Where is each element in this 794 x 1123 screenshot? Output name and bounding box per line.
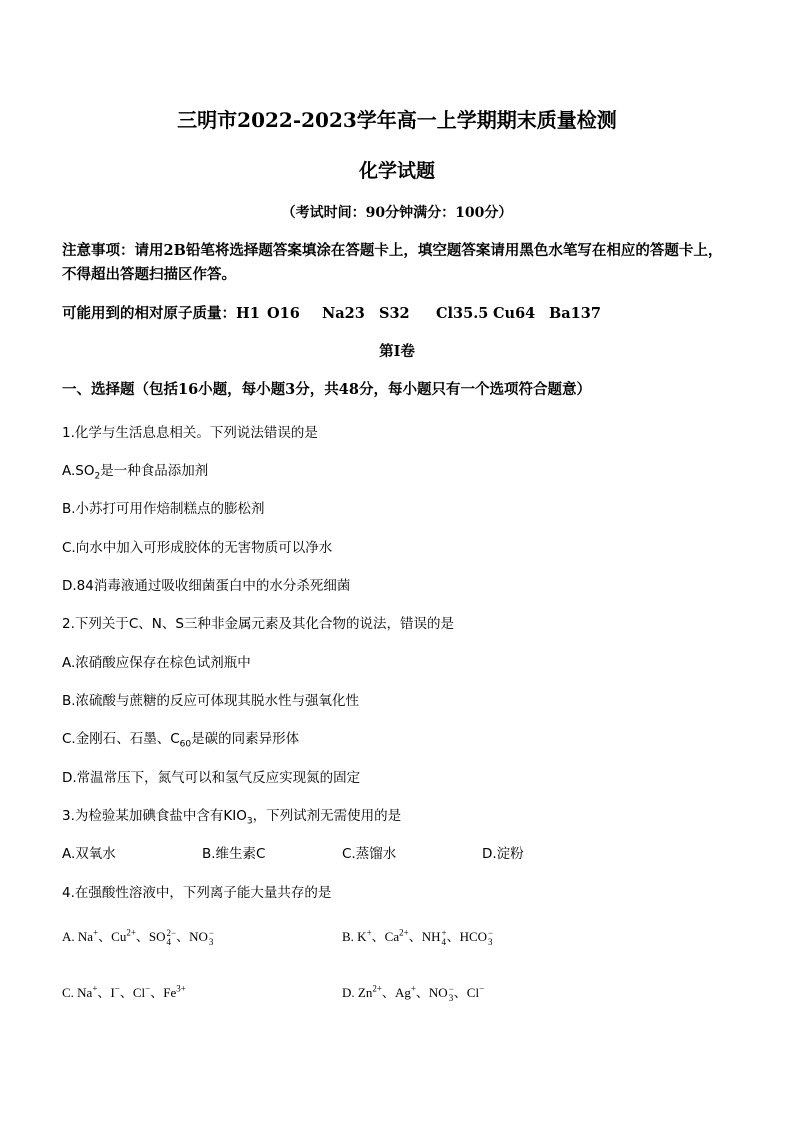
charge: − [479, 983, 485, 994]
ion: Cu [111, 929, 127, 944]
separator: 、 [446, 929, 460, 944]
separator: 、 [135, 929, 149, 944]
ion: Na [77, 929, 94, 944]
volume-title: 第I卷 [379, 343, 415, 360]
ion-scripts [488, 929, 493, 947]
separator: 、 [97, 985, 111, 1000]
atomic-mass-item: S32 [379, 305, 410, 322]
ion: Fe [163, 985, 177, 1000]
charge: + [441, 928, 447, 939]
question-3-stem [62, 804, 401, 827]
charge: − [488, 928, 494, 939]
separator: 、 [98, 929, 112, 944]
ion: HCO [459, 929, 488, 944]
charge: + [366, 927, 372, 938]
separator: 、 [371, 929, 385, 944]
exam-info: （考试时间：90分钟满分：100分） [281, 205, 513, 221]
option-text: 是碳的同素异形体 [191, 731, 300, 747]
ion: Ca [384, 929, 400, 944]
subscript: 60 [179, 739, 192, 750]
ion: Cl [132, 985, 146, 1000]
charge: − [114, 983, 120, 994]
ion: K [357, 929, 367, 944]
question-2-option-b: B.浓硫酸与蔗糖的反应可体现其脱水性与强氧化性 [62, 693, 360, 709]
question-1-option-c: C.向水中加入可形成胶体的无害物质可以净水 [62, 540, 333, 556]
subscript: 3 [488, 937, 493, 948]
question-3-option-a: A.双氧水 [62, 846, 116, 862]
question-4-stem: 4.在强酸性溶液中，下列离子能大量共存的是 [62, 885, 332, 901]
ion: Cl [466, 985, 480, 1000]
question-1-option-b: B.小苏打可用作焙制糕点的膨松剂 [62, 501, 265, 517]
separator: 、 [150, 985, 164, 1000]
atomic-mass-line [62, 302, 734, 326]
option-label: B. [342, 929, 358, 944]
question-4-option-b [342, 926, 493, 947]
question-4-option-a [62, 926, 214, 947]
atomic-mass-item: Na23 [322, 305, 365, 322]
question-2-option-a: A.浓硝酸应保存在棕色试剂瓶中 [62, 655, 251, 671]
question-3-option-d: D.淀粉 [482, 846, 524, 862]
subscript: 4 [441, 937, 446, 948]
atomic-mass-item: Cl35.5 [436, 305, 489, 322]
atomic-mass-label: 可能用到的相对原子质量： [62, 305, 236, 322]
subscript: 3 [208, 937, 214, 948]
subscript: 3 [246, 816, 253, 827]
question-4-option-d [342, 982, 484, 1003]
ion: Na [77, 985, 93, 1000]
atomic-mass-item: O16 [267, 305, 300, 322]
separator: 、 [408, 929, 422, 944]
stem-text: ，下列试剂无需使用的是 [252, 808, 402, 824]
charge: − [448, 984, 454, 995]
exam-notes: 注意事项：请用2B铅笔将选择题答案填涂在答题卡上，填空题答案请用黑色水笔写在相应的答题卡上，不得超出答题扫描区作答。 [62, 242, 723, 283]
subscript: 2 [94, 471, 101, 482]
ion: NH [421, 929, 441, 944]
option-text: C.金刚石、石墨、C [62, 731, 180, 747]
option-text: 是一种食品添加剂 [100, 463, 209, 479]
atomic-mass-item: H1 [236, 305, 260, 322]
question-2-option-c [62, 727, 299, 750]
atomic-mass-item: Ba137 [549, 305, 601, 322]
question-3-option-c: C.蒸馏水 [342, 846, 397, 862]
charge: − [145, 983, 151, 994]
charge: 2+ [399, 927, 409, 938]
separator: 、 [176, 929, 190, 944]
exam-title: 三明市2022-2023学年高一上学期期末质量检测 [177, 108, 617, 132]
question-2-option-d: D.常温常压下，氮气可以和氢气反应实现氮的固定 [62, 770, 361, 786]
question-1-option-d: D.84消毒液通过吸收细菌蛋白中的水分杀死细菌 [62, 578, 351, 594]
charge: + [93, 927, 99, 938]
subscript: 4 [166, 937, 172, 948]
ion-scripts [167, 929, 177, 947]
charge: + [410, 983, 416, 994]
section-title: 一、选择题（包括16小题，每小题3分，共48分，每小题只有一个选项符合题意） [62, 381, 591, 398]
option-label: A. [62, 929, 78, 944]
subscript: 3 [448, 993, 454, 1004]
option-label: C. [62, 985, 78, 1000]
charge: 2− [166, 928, 177, 939]
ion: Zn [357, 985, 373, 1000]
charge: + [92, 983, 98, 994]
stem-text: 3.为检验某加碘食盐中含有KIO [62, 808, 247, 824]
charge: 3+ [176, 983, 186, 994]
ion: Ag [394, 985, 411, 1000]
ion: I [110, 985, 115, 1000]
charge: 2+ [126, 927, 136, 938]
option-label: D. [342, 985, 358, 1000]
ion: SO [148, 929, 166, 944]
charge: − [208, 928, 214, 939]
separator: 、 [415, 985, 429, 1000]
option-text: A.SO [62, 463, 95, 479]
question-4-option-c [62, 982, 186, 1001]
separator: 、 [381, 985, 395, 1000]
separator: 、 [119, 985, 133, 1000]
charge: 2+ [372, 983, 382, 994]
ion: NO [189, 929, 208, 944]
subject-title: 化学试题 [358, 160, 435, 182]
ion: NO [428, 985, 448, 1000]
question-3-option-b: B.维生素C [202, 846, 266, 862]
question-1-stem: 1.化学与生活息息相关。下列说法错误的是 [62, 425, 318, 441]
ion-scripts [209, 929, 214, 947]
question-2-stem: 2.下列关于C、N、S三种非金属元素及其化合物的说法，错误的是 [62, 616, 454, 632]
atomic-mass-item: Cu64 [493, 305, 536, 322]
separator: 、 [453, 985, 467, 1000]
question-1-option-a [62, 459, 208, 482]
